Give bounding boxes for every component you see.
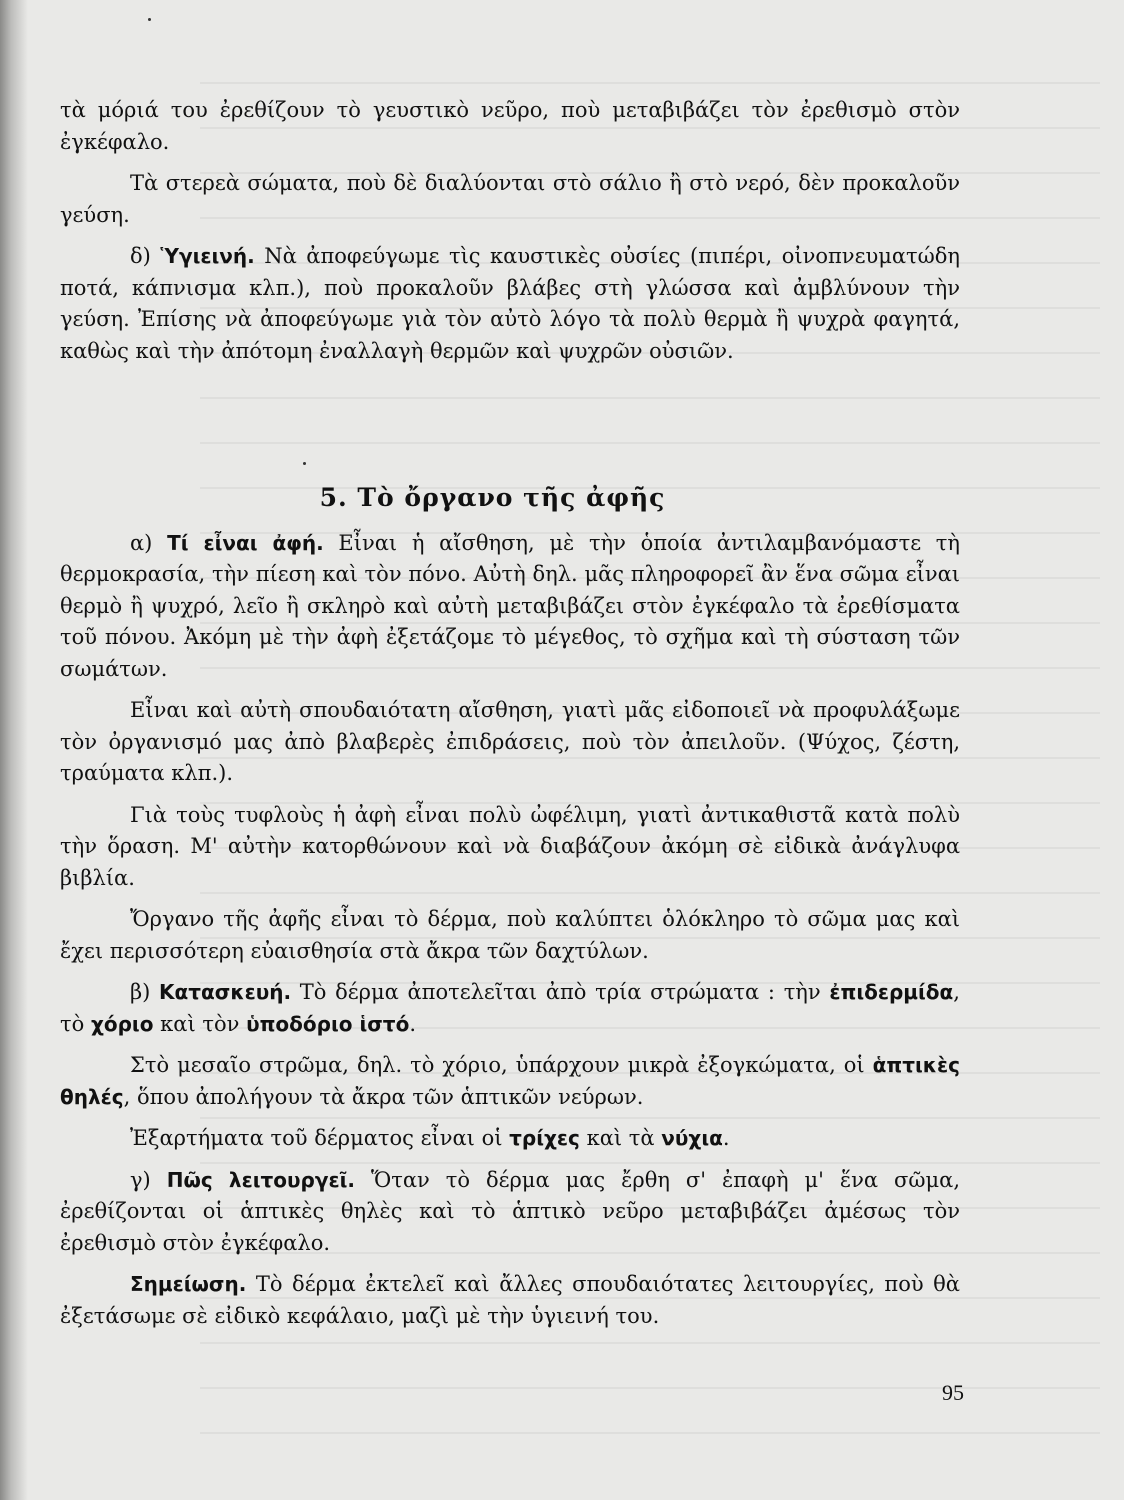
term-tactile-papillae: ἁπτικὲς θηλές: [60, 1053, 960, 1109]
paragraph-hygiene: [60, 241, 960, 367]
paragraph-how-it-works: [60, 1165, 960, 1260]
paragraph-text: Εἶναι ἡ αἴσθηση, μὲ τὴν ὁποία ἀντιλαμβανόμαστε τὴ θερμοκρασία, τὴν πίεση καὶ τὸν πόνο. Αὐτὴ δηλ. μᾶς πληροφορεῖ ἂν ἕνα σῶμα εἶναι θερμὸ ἢ ψυχρό, λεῖο ἢ σκληρὸ καὶ αὐτὴ μεταβιβάζει στὸν ἐγκέφαλο τὰ ἐρεθίσματα τοῦ πόνου. Ἀκόμη μὲ τὴν ἀφὴ ἐξετάζομε τὸ μέγεθος, τὸ σχῆμα καὶ τὴ σύσταση τῶν σωμάτων.: [60, 530, 960, 681]
speck: [148, 18, 151, 21]
paragraph-text: Ὅταν τὸ δέρμα μας ἔρθη σ' ἐπαφὴ μ' ἕνα σῶμα, ἐρεθίζονται οἱ ἁπτικὲς θηλὲς καὶ τὸ ἁπτικὸ νεῦρο μεταβιβάζει ἀμέσως τὸν ἐρεθισμὸ στὸν ἐγκέφαλο.: [60, 1167, 960, 1255]
term-how-it-works: Πῶς λειτουργεῖ.: [166, 1167, 355, 1192]
paragraph-text: Τὰ στερεὰ σώματα, ποὺ δὲ διαλύονται στὸ σάλιο ἢ στὸ νερό, δὲν προκαλοῦν γεύση.: [60, 171, 960, 227]
paragraph-text: .: [409, 1011, 416, 1036]
paragraph-organ: [60, 904, 960, 967]
paragraph-text: Τὸ δέρμα ἐκτελεῖ καὶ ἄλλες σπουδαιότατες λειτουργίες, ποὺ θὰ ἐξετάσωμε σὲ εἰδικὸ κεφάλαιο, μαζὶ μὲ τὴν ὑγιεινή του.: [60, 1272, 960, 1328]
paragraph-text: .: [722, 1126, 730, 1150]
paragraph-text: , ὅπου ἀπολήγουν τὰ ἄκρα τῶν ἁπτικῶν νεύρων.: [123, 1084, 644, 1109]
item-prefix: δ): [130, 244, 151, 268]
paragraph-text: Εἶναι καὶ αὐτὴ σπουδαιότατη αἴσθηση, γιατὶ μᾶς εἰδοποιεῖ νὰ προφυλάξωμε τὸν ὀργανισμό μας ἀπὸ βλαβερὲς ἐπιδράσεις, ποὺ τὸν ἀπειλοῦν. (Ψύχος, ζέστη, τραύματα κλπ.).: [60, 698, 960, 785]
section-title: 5. Τὸ ὄργανο τῆς ἀφῆς: [319, 483, 666, 512]
term-hygiene: Ὑγιεινή.: [160, 244, 255, 268]
item-prefix: γ): [130, 1167, 151, 1192]
term-hair: τρίχες: [509, 1126, 580, 1150]
term-structure: Κατασκευή.: [159, 980, 292, 1004]
term-nails: νύχια: [661, 1126, 723, 1150]
term-epidermis: ἐπιδερμίδα: [829, 980, 954, 1004]
paragraph-solids: [60, 168, 960, 231]
item-prefix: α): [130, 530, 153, 555]
paragraph-blind: [60, 800, 960, 895]
page-gutter-shadow: [0, 0, 28, 1500]
paragraph-important-sense: [60, 695, 960, 790]
paragraph-taste-nerve: [60, 95, 960, 158]
paragraph-text: , τὸ: [60, 980, 960, 1036]
term-subcutaneous: ὑποδόριο ἱστό: [246, 1011, 410, 1036]
paragraph-text: Τὸ δέρμα ἀποτελεῖται ἀπὸ τρία στρώματα : τὴν: [299, 980, 821, 1004]
paragraph-text: Γιὰ τοὺς τυφλοὺς ἡ ἀφὴ εἶναι πολὺ ὠφέλιμη, γιατὶ ἀντικαθιστᾶ κατὰ πολὺ τὴν ὅραση. Μ' αὐτὴν κατορθώνουν καὶ νὰ διαβάζουν ἀκόμη σὲ εἰδικὰ ἀνάγλυφα βιβλία.: [60, 802, 960, 890]
paragraph-text: καὶ τὰ: [586, 1126, 655, 1150]
paragraph-text: Στὸ μεσαῖο στρῶμα, δηλ. τὸ χόριο, ὑπάρχουν μικρὰ ἐξογκώματα, οἱ: [130, 1053, 865, 1077]
term-dermis: χόριο: [90, 1011, 154, 1036]
page-body: [60, 95, 960, 1342]
term-note: Σημείωση.: [130, 1272, 247, 1296]
paragraph-what-is-touch: [60, 528, 960, 686]
paragraph-text: καὶ τὸν: [160, 1011, 240, 1036]
term-what-is-touch: Τί εἶναι ἀφή.: [167, 530, 324, 555]
paragraph-note: [60, 1269, 960, 1332]
paragraph-text: Νὰ ἀποφεύγωμε τὶς καυστικὲς οὐσίες (πιπέρι, οἰνοπνευματώδη ποτά, κάπνισμα κλπ.), ποὺ προκαλοῦν βλάβες στὴ γλώσσα καὶ ἀμβλύνουν τὴν γεύση. Ἐπίσης νὰ ἀποφεύγωμε γιὰ τὸν αὐτὸ λόγο τὰ πολὺ θερμὰ ἢ ψυχρὰ φαγητά, καθὼς καὶ τὴν ἀπότομη ἐναλλαγὴ θερμῶν καὶ ψυχρῶν οὐσιῶν.: [60, 244, 961, 363]
paragraph-text: Ὄργανο τῆς ἀφῆς εἶναι τὸ δέρμα, ποὺ καλύπτει ὁλόκληρο τὸ σῶμα μας καὶ ἔχει περισσότερη εὐαισθησία στὰ ἄκρα τῶν δαχτύλων.: [60, 907, 960, 963]
paragraph-middle-layer: [60, 1050, 960, 1113]
paragraph-appendages: [60, 1123, 960, 1155]
paragraph-structure: [60, 977, 960, 1040]
page-number: 95: [942, 1380, 964, 1405]
item-prefix: β): [130, 980, 151, 1004]
paragraph-text: τὰ μόριά του ἐρεθίζουν τὸ γευστικὸ νεῦρο, ποὺ μεταβιβάζει τὸν ἐρεθισμὸ στὸν ἐγκέφαλο.: [60, 98, 960, 154]
paragraph-text: Ἐξαρτήματα τοῦ δέρματος εἶναι οἱ: [130, 1126, 503, 1150]
